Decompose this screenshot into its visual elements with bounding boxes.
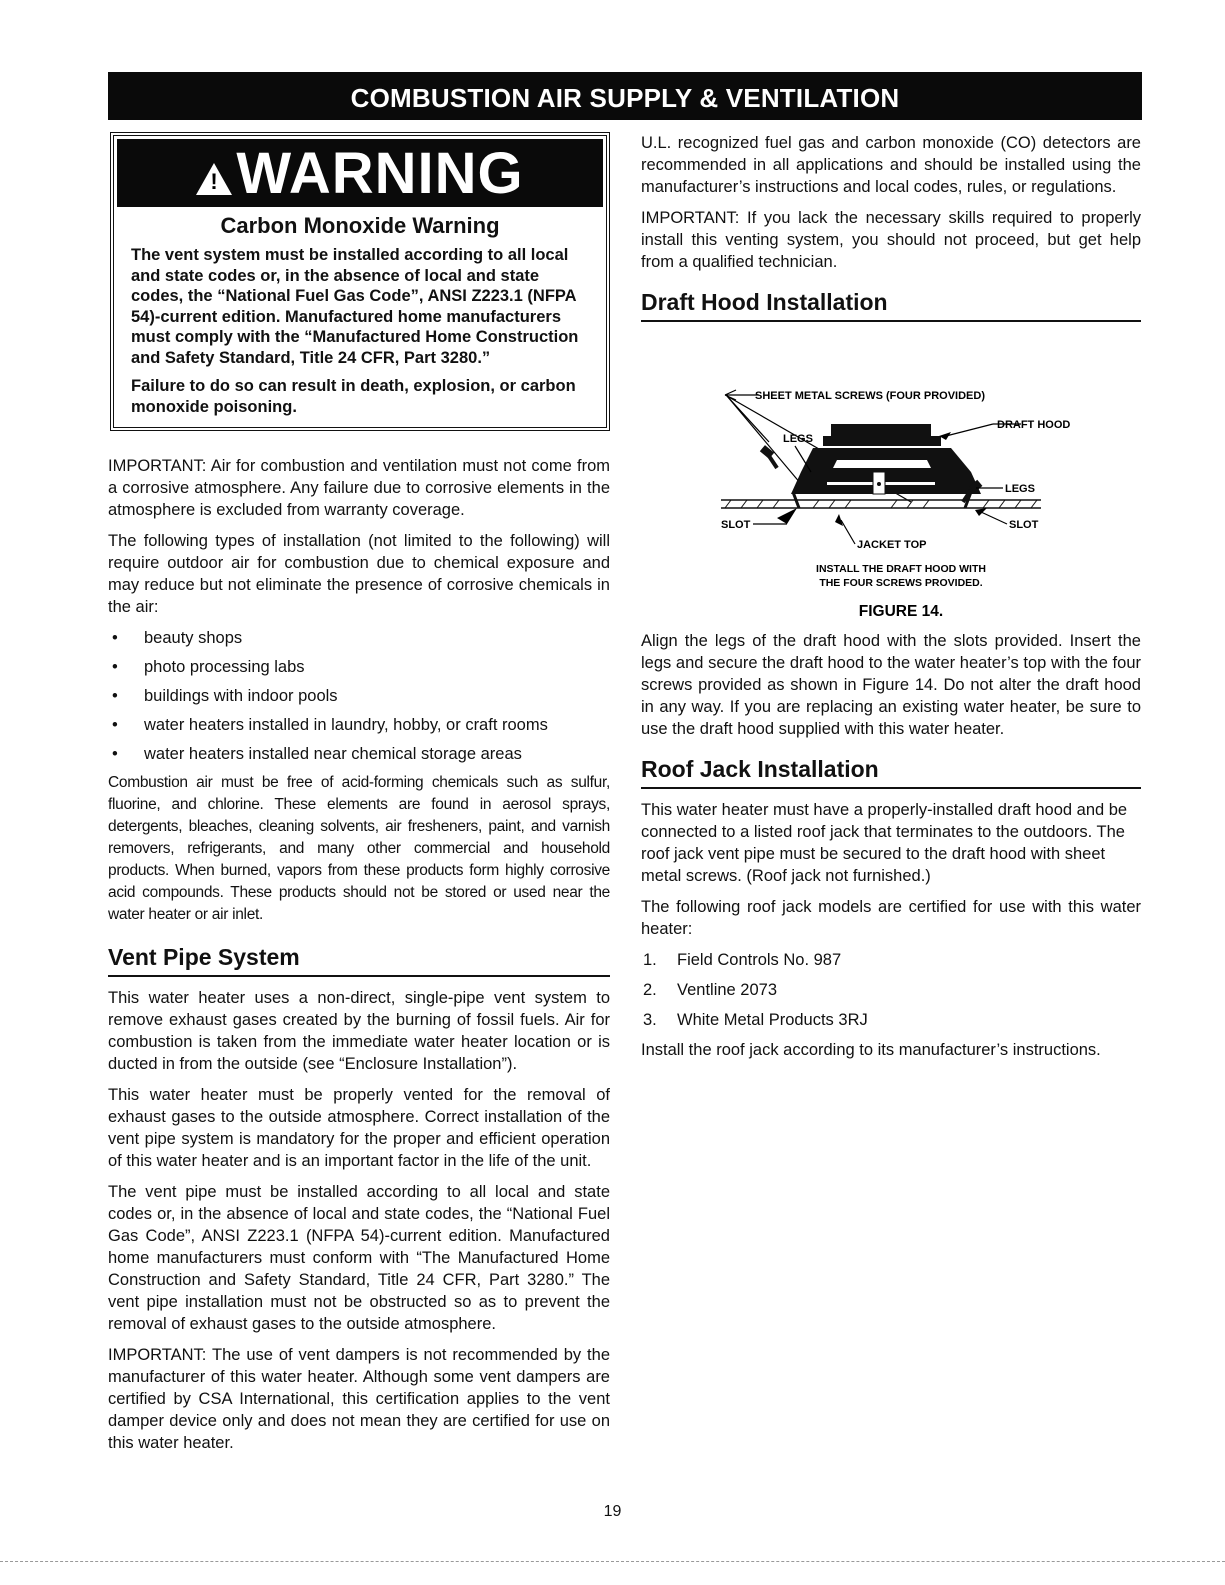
install-instruction-2: THE FOUR SCREWS PROVIDED.: [819, 577, 983, 589]
warning-box: [110, 132, 610, 431]
page-number: 19: [603, 1503, 622, 1520]
screw-left-icon: [760, 445, 777, 468]
legs-label-left: LEGS: [783, 433, 813, 445]
draft-hood-diagram: [641, 332, 1141, 622]
left-column: [108, 132, 610, 1463]
slot-label-left: SLOT: [721, 519, 751, 531]
warning-consequence: Failure to do so can result in death, explosion, or carbon monoxide poisoning.: [131, 377, 576, 416]
corrosive-atmosphere-paragraph: IMPORTANT: Air for combustion and ventilation must not come from a corrosive atmosphere. Any failure due to corrosive elements in the atmosphere is excluded from warranty coverage.: [108, 457, 610, 519]
right-column: [641, 132, 1141, 1070]
figure-14: [641, 332, 1141, 622]
roof-jack-heading: Roof Jack Installation: [641, 755, 1141, 789]
vent-paragraph-1: This water heater uses a non-direct, single-pipe vent system to remove exhaust gases created by the burning of fossil fuels. Air for combustion is taken from the immediate water heater location or is ducted in from the outside (see “Enclosure Installation”).: [108, 989, 610, 1073]
detector-paragraph: U.L. recognized fuel gas and carbon monoxide (CO) detectors are recommended in all applications and should be installed using the manufacturer’s instructions and local codes, rules, or regulations.: [641, 134, 1141, 196]
vent-pipe-heading: Vent Pipe System: [108, 943, 610, 977]
list-item: 3. White Metal Products 3RJ: [643, 1011, 868, 1029]
jacket-top-label: JACKET TOP: [857, 539, 927, 551]
figure-caption: FIGURE 14.: [858, 603, 944, 620]
slot-label-right: SLOT: [1009, 519, 1039, 531]
draft-hood-label: DRAFT HOOD: [997, 419, 1071, 431]
draft-hood-paragraph: Align the legs of the draft hood with the slots provided. Insert the legs and secure the draft hood to the water heater’s top with the four screws provided as shown in Figure 14. Do not alter the draft hood in any way. If you are replacing an existing water heater, be sure to use the draft hood supplied with this water heater.: [641, 632, 1141, 738]
warning-text: The vent system must be installed according to all local and state codes or, in the absence of local and state codes, the “National Fuel Gas Code”, ANSI Z223.1 (NFPA 54)-current edition. Manufactured home manufacturers must comply with the “Manufactured Home Construction and Safety Standard, Title 24 CFR, Part 3280.”: [131, 246, 579, 367]
draft-hood-heading: Draft Hood Installation: [641, 288, 1141, 322]
list-item: • photo processing labs: [112, 658, 305, 676]
list-item: 1. Field Controls No. 987: [643, 951, 842, 969]
divider: [0, 1561, 1225, 1562]
legs-label-right: LEGS: [1005, 483, 1035, 495]
section-banner: COMBUSTION AIR SUPPLY & VENTILATION: [108, 72, 1142, 120]
list-item: 2. Ventline 2073: [643, 981, 778, 999]
list-item: • buildings with indoor pools: [112, 687, 338, 705]
list-item: • water heaters installed near chemical storage areas: [112, 745, 522, 763]
list-item: • beauty shops: [112, 629, 243, 647]
list-item: • water heaters installed in laundry, hobby, or craft rooms: [112, 716, 548, 734]
warning-title: WARNING: [236, 141, 524, 206]
roof-jack-paragraph-1: This water heater must have a properly-installed draft hood and be connected to a listed roof jack that terminates to the outdoors. The roof jack vent pipe must be secured to the draft hood with sheet metal screws. (Roof jack not furnished.): [641, 801, 1128, 885]
roof-jack-paragraph-3: Install the roof jack according to its manufacturer’s instructions.: [641, 1041, 1101, 1059]
roof-jack-paragraph-2: The following roof jack models are certified for use with this water heater:: [641, 898, 1141, 938]
combustion-air-paragraph: Combustion air must be free of acid-forming chemicals such as sulfur, fluorine, and chlorine. These elements are found in aerosol sprays, detergents, bleaches, cleaning solvents, air fresheners, paint, and varnish removers, refrigerants, and many other commercial and household products. When burned, vapors from these products form highly corrosive acid compounds. These products should not be stored or used near the water heater or air inlet.: [108, 774, 610, 923]
installation-types-paragraph: The following types of installation (not limited to the following) will require outdoor air for combustion due to chemical exposure and may reduce but not eliminate the presence of corrosive chemicals in the air:: [108, 532, 610, 616]
warning-subtitle: Carbon Monoxide Warning: [220, 213, 500, 238]
warning-triangle-icon: !: [196, 163, 232, 195]
installation-list: [108, 627, 610, 765]
install-instruction-1: INSTALL THE DRAFT HOOD WITH: [816, 563, 986, 575]
vent-paragraph-2: This water heater must be properly vented for the removal of exhaust gases to the outside atmosphere. Correct installation of the vent pipe system is mandatory for the proper and efficient operation of this water heater and is an important factor in the life of the unit.: [108, 1086, 610, 1170]
warning-header: [117, 139, 603, 207]
skills-paragraph: IMPORTANT: If you lack the necessary skills required to properly install this venting system, you should not proceed, but get help from a qualified technician.: [641, 209, 1141, 271]
vent-paragraph-4: IMPORTANT: The use of vent dampers is not recommended by the manufacturer of this water heater. Although some vent dampers are certified by CSA International, this certification applies to the vent damper device only and does not mean they are certified for use on this water heater.: [108, 1346, 610, 1452]
screws-label: SHEET METAL SCREWS (FOUR PROVIDED): [755, 390, 985, 402]
roof-jack-models: [641, 949, 1141, 1031]
vent-paragraph-3: The vent pipe must be installed according to all local and state codes or, in the absence of local and state codes, the “National Fuel Gas Code”, ANSI Z223.1 (NFPA 54)-current edition. Manufactured home manufacturers must conform with “The Manufactured Home Construction and Safety Standard, Title 24 CFR, Part 3280.” The vent pipe installation must not be obstructed so as to prevent the removal of exhaust gases to the outside atmosphere.: [108, 1183, 610, 1333]
